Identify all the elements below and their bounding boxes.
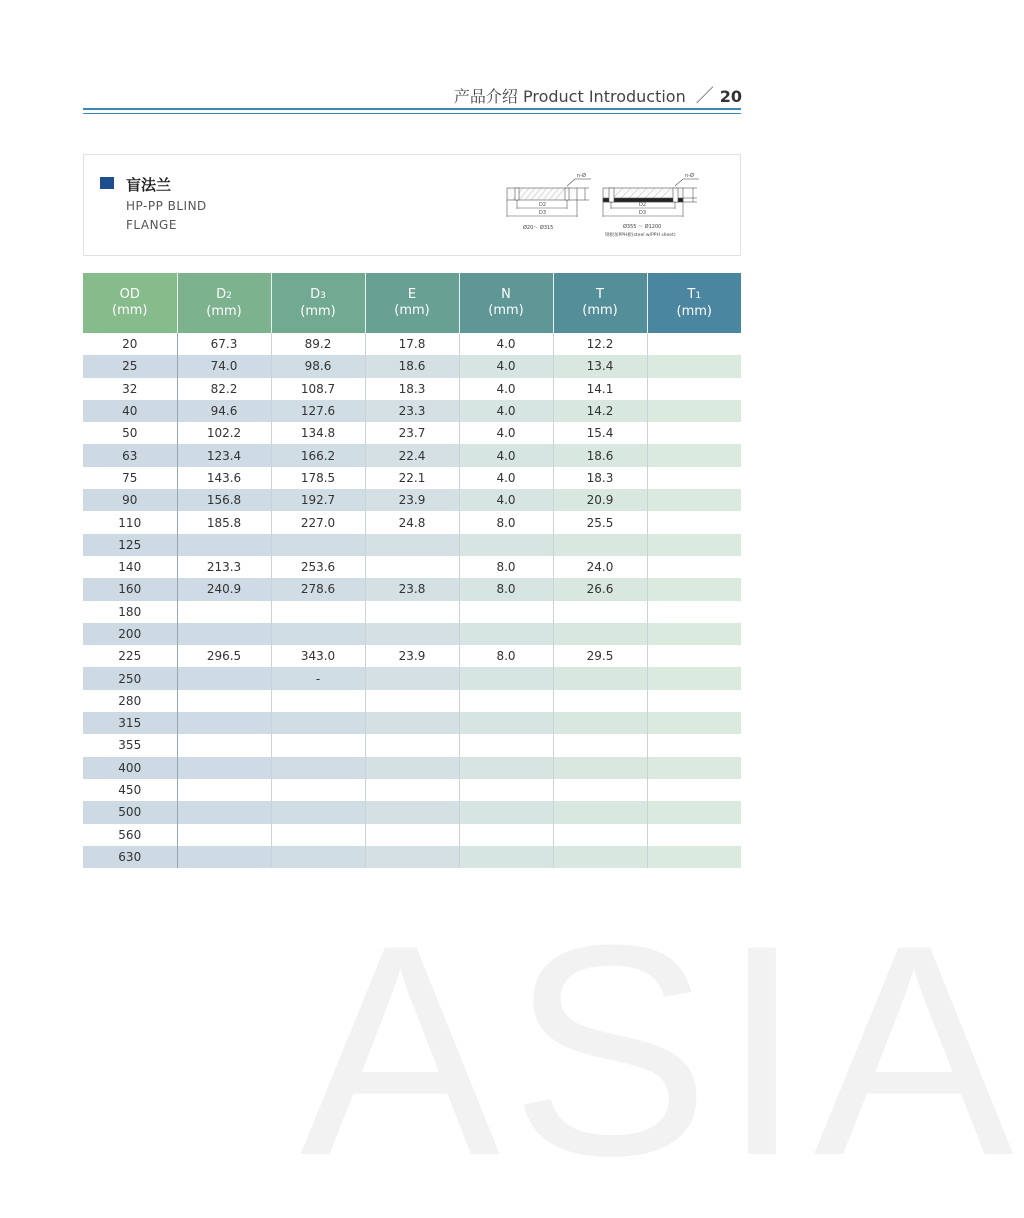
table-cell bbox=[365, 779, 459, 801]
table-cell bbox=[177, 667, 271, 689]
table-cell bbox=[271, 779, 365, 801]
table-cell: 63 bbox=[83, 444, 177, 466]
table-cell bbox=[459, 690, 553, 712]
table-cell bbox=[177, 712, 271, 734]
col-header-unit: (mm) bbox=[300, 303, 336, 319]
table-cell: 23.9 bbox=[365, 645, 459, 667]
table-row bbox=[83, 444, 741, 466]
table-row bbox=[83, 623, 741, 645]
table-cell: 102.2 bbox=[177, 422, 271, 444]
table-cell bbox=[647, 712, 741, 734]
col-header-name: D3 bbox=[310, 286, 326, 302]
table-cell: 50 bbox=[83, 422, 177, 444]
table-row bbox=[83, 734, 741, 756]
caption-left: Ø20～ Ø315 bbox=[523, 225, 554, 231]
table-cell: 213.3 bbox=[177, 556, 271, 578]
table-cell bbox=[459, 757, 553, 779]
table-row bbox=[83, 578, 741, 600]
table-cell: 67.3 bbox=[177, 333, 271, 355]
table-cell bbox=[365, 667, 459, 689]
table-cell bbox=[647, 378, 741, 400]
table-header-row bbox=[83, 273, 741, 333]
table-cell bbox=[553, 846, 647, 868]
table-cell: 15.4 bbox=[553, 422, 647, 444]
table-cell bbox=[365, 801, 459, 823]
table-cell: 18.3 bbox=[553, 467, 647, 489]
label-d2-left: D2 bbox=[539, 202, 547, 208]
table-cell bbox=[365, 556, 459, 578]
table-cell bbox=[459, 667, 553, 689]
table-cell: 343.0 bbox=[271, 645, 365, 667]
table-cell bbox=[647, 444, 741, 466]
table-cell: 4.0 bbox=[459, 333, 553, 355]
table-cell: 4.0 bbox=[459, 378, 553, 400]
table-cell: 17.8 bbox=[365, 333, 459, 355]
table-cell: 75 bbox=[83, 467, 177, 489]
table-cell bbox=[647, 734, 741, 756]
table-cell bbox=[365, 601, 459, 623]
table-cell bbox=[553, 824, 647, 846]
table-cell: 23.3 bbox=[365, 400, 459, 422]
table-cell: 74.0 bbox=[177, 355, 271, 377]
table-row bbox=[83, 556, 741, 578]
col-header-name: T1 bbox=[687, 286, 702, 302]
table-cell bbox=[647, 400, 741, 422]
col-header-unit: (mm) bbox=[394, 303, 430, 318]
table-cell: 253.6 bbox=[271, 556, 365, 578]
title-square-icon bbox=[100, 177, 114, 189]
table-row bbox=[83, 779, 741, 801]
table-cell bbox=[177, 623, 271, 645]
table-cell bbox=[553, 534, 647, 556]
table-cell bbox=[365, 846, 459, 868]
table-cell: 185.8 bbox=[177, 511, 271, 533]
table-cell bbox=[459, 734, 553, 756]
table-cell bbox=[365, 824, 459, 846]
table-cell: 280 bbox=[83, 690, 177, 712]
table-cell: 250 bbox=[83, 667, 177, 689]
table-cell: 23.9 bbox=[365, 489, 459, 511]
col-header-t1 bbox=[647, 273, 741, 333]
table-cell: 20.9 bbox=[553, 489, 647, 511]
col-header-d2 bbox=[177, 273, 271, 333]
product-title-box bbox=[83, 154, 741, 256]
table-cell bbox=[647, 578, 741, 600]
col-header-name: D2 bbox=[216, 286, 232, 302]
table-cell: 18.6 bbox=[365, 355, 459, 377]
table-cell: 94.6 bbox=[177, 400, 271, 422]
table-cell: 278.6 bbox=[271, 578, 365, 600]
table-cell bbox=[647, 824, 741, 846]
table-row bbox=[83, 355, 741, 377]
table-cell: 22.4 bbox=[365, 444, 459, 466]
table-cell bbox=[177, 534, 271, 556]
table-cell bbox=[647, 467, 741, 489]
table-cell: 156.8 bbox=[177, 489, 271, 511]
table-cell bbox=[553, 623, 647, 645]
table-cell: 560 bbox=[83, 824, 177, 846]
table-cell bbox=[177, 601, 271, 623]
product-name-en bbox=[126, 197, 207, 235]
table-row bbox=[83, 422, 741, 444]
table-cell bbox=[365, 757, 459, 779]
col-header-name: T bbox=[596, 287, 604, 302]
page-number: 20 bbox=[719, 87, 742, 106]
table-row bbox=[83, 601, 741, 623]
table-cell: 296.5 bbox=[177, 645, 271, 667]
table-cell bbox=[271, 690, 365, 712]
flange-technical-drawing bbox=[501, 165, 731, 249]
table-cell bbox=[553, 734, 647, 756]
label-n-left: n-Ø bbox=[577, 173, 586, 179]
table-cell: - bbox=[271, 667, 365, 689]
table-cell: 20 bbox=[83, 333, 177, 355]
table-row bbox=[83, 667, 741, 689]
page-header bbox=[454, 82, 742, 108]
table-cell bbox=[647, 801, 741, 823]
table-row bbox=[83, 712, 741, 734]
table-cell: 4.0 bbox=[459, 467, 553, 489]
table-cell bbox=[647, 779, 741, 801]
table-cell: 4.0 bbox=[459, 400, 553, 422]
table-cell: 225 bbox=[83, 645, 177, 667]
table-cell: 13.4 bbox=[553, 355, 647, 377]
table-cell: 22.1 bbox=[365, 467, 459, 489]
table-cell bbox=[553, 779, 647, 801]
table-cell: 450 bbox=[83, 779, 177, 801]
table-cell: 8.0 bbox=[459, 645, 553, 667]
table-cell: 89.2 bbox=[271, 333, 365, 355]
table-cell: 180 bbox=[83, 601, 177, 623]
col-header-name: OD bbox=[119, 287, 140, 302]
table-cell: 29.5 bbox=[553, 645, 647, 667]
table-cell: 500 bbox=[83, 801, 177, 823]
table-cell bbox=[647, 623, 741, 645]
table-cell bbox=[459, 846, 553, 868]
table-cell: 240.9 bbox=[177, 578, 271, 600]
small-flange-drawing bbox=[507, 179, 591, 217]
table-cell bbox=[271, 801, 365, 823]
col-header-unit: (mm) bbox=[112, 303, 148, 318]
spec-table bbox=[83, 273, 741, 868]
product-name-cn: 盲法兰 bbox=[126, 176, 172, 194]
table-cell bbox=[459, 779, 553, 801]
table-cell bbox=[177, 690, 271, 712]
table-cell bbox=[647, 667, 741, 689]
table-cell bbox=[177, 801, 271, 823]
table-cell: 8.0 bbox=[459, 511, 553, 533]
table-cell: 32 bbox=[83, 378, 177, 400]
table-cell bbox=[647, 757, 741, 779]
label-d3-right: D3 bbox=[639, 210, 647, 216]
table-cell: 40 bbox=[83, 400, 177, 422]
table-row bbox=[83, 400, 741, 422]
table-cell bbox=[271, 712, 365, 734]
header-rule-thin bbox=[83, 113, 741, 114]
table-cell: 18.3 bbox=[365, 378, 459, 400]
table-cell bbox=[553, 690, 647, 712]
product-name-en-line1: HP-PP BLIND bbox=[126, 199, 207, 213]
table-cell: 127.6 bbox=[271, 400, 365, 422]
col-header-unit: (mm) bbox=[488, 303, 524, 318]
table-row bbox=[83, 489, 741, 511]
header-title: 产品介绍 Product Introduction bbox=[453, 87, 686, 106]
caption-right-2: 钢板加PPH板(steel w/PPH sheet) bbox=[605, 233, 676, 238]
table-cell: 23.8 bbox=[365, 578, 459, 600]
label-d2-right: D2 bbox=[639, 202, 647, 208]
table-row bbox=[83, 757, 741, 779]
table-row bbox=[83, 333, 741, 355]
col-header-od bbox=[83, 273, 177, 333]
table-cell: 134.8 bbox=[271, 422, 365, 444]
table-cell bbox=[553, 712, 647, 734]
col-header-name: N bbox=[501, 287, 511, 302]
table-body bbox=[83, 333, 741, 868]
table-cell bbox=[647, 846, 741, 868]
table-cell bbox=[647, 511, 741, 533]
table-cell: 400 bbox=[83, 757, 177, 779]
table-cell: 25 bbox=[83, 355, 177, 377]
label-n-right: n-Ø bbox=[685, 173, 694, 179]
table-cell bbox=[271, 534, 365, 556]
table-cell: 18.6 bbox=[553, 444, 647, 466]
table-row bbox=[83, 801, 741, 823]
table-cell: 143.6 bbox=[177, 467, 271, 489]
table-cell: 90 bbox=[83, 489, 177, 511]
table-cell: 25.5 bbox=[553, 511, 647, 533]
table-cell bbox=[365, 534, 459, 556]
table-cell bbox=[459, 801, 553, 823]
table-cell bbox=[647, 489, 741, 511]
table-cell bbox=[647, 534, 741, 556]
table-row bbox=[83, 378, 741, 400]
table-cell: 24.0 bbox=[553, 556, 647, 578]
table-cell: 227.0 bbox=[271, 511, 365, 533]
table-row bbox=[83, 645, 741, 667]
col-header-unit: (mm) bbox=[206, 303, 242, 319]
table-cell bbox=[459, 534, 553, 556]
table-cell bbox=[647, 601, 741, 623]
table-cell: 12.2 bbox=[553, 333, 647, 355]
col-header-unit: (mm) bbox=[676, 303, 712, 319]
table-cell bbox=[177, 779, 271, 801]
table-cell: 14.2 bbox=[553, 400, 647, 422]
table-cell bbox=[177, 824, 271, 846]
col-header-d3 bbox=[271, 273, 365, 333]
table-cell bbox=[365, 690, 459, 712]
table-cell: 160 bbox=[83, 578, 177, 600]
table-cell: 4.0 bbox=[459, 489, 553, 511]
table-cell bbox=[553, 601, 647, 623]
table-cell bbox=[553, 801, 647, 823]
table-cell: 4.0 bbox=[459, 422, 553, 444]
table-cell: 315 bbox=[83, 712, 177, 734]
table-cell bbox=[271, 623, 365, 645]
table-cell bbox=[177, 846, 271, 868]
table-cell: 4.0 bbox=[459, 444, 553, 466]
table-cell: 630 bbox=[83, 846, 177, 868]
table-cell bbox=[177, 757, 271, 779]
table-cell bbox=[647, 355, 741, 377]
table-cell bbox=[647, 690, 741, 712]
table-row bbox=[83, 534, 741, 556]
table-cell: 8.0 bbox=[459, 556, 553, 578]
table-cell: 110 bbox=[83, 511, 177, 533]
table-cell bbox=[459, 601, 553, 623]
table-cell bbox=[365, 712, 459, 734]
table-cell bbox=[271, 824, 365, 846]
table-cell: 8.0 bbox=[459, 578, 553, 600]
table-cell bbox=[365, 623, 459, 645]
table-cell: 140 bbox=[83, 556, 177, 578]
table-cell bbox=[365, 734, 459, 756]
table-cell: 14.1 bbox=[553, 378, 647, 400]
table-cell bbox=[271, 846, 365, 868]
table-cell bbox=[647, 333, 741, 355]
table-cell: 24.8 bbox=[365, 511, 459, 533]
table-row bbox=[83, 511, 741, 533]
table-cell bbox=[177, 734, 271, 756]
watermark: ASIA bbox=[300, 882, 1024, 1218]
table-cell bbox=[647, 556, 741, 578]
table-cell bbox=[647, 645, 741, 667]
table-cell: 123.4 bbox=[177, 444, 271, 466]
table-cell: 125 bbox=[83, 534, 177, 556]
label-d3-left: D3 bbox=[539, 210, 547, 216]
col-header-unit: (mm) bbox=[582, 303, 618, 318]
table-cell bbox=[553, 757, 647, 779]
table-cell: 23.7 bbox=[365, 422, 459, 444]
table-row bbox=[83, 846, 741, 868]
caption-right-1: Ø355 ～ Ø1200 bbox=[623, 224, 662, 230]
table-cell: 178.5 bbox=[271, 467, 365, 489]
table-cell: 82.2 bbox=[177, 378, 271, 400]
table-cell bbox=[271, 601, 365, 623]
header-rule-thick bbox=[83, 108, 741, 110]
table-cell bbox=[459, 824, 553, 846]
col-header-e bbox=[365, 273, 459, 333]
large-flange-drawing bbox=[603, 179, 699, 217]
table-cell: 108.7 bbox=[271, 378, 365, 400]
table-cell bbox=[271, 757, 365, 779]
table-cell: 192.7 bbox=[271, 489, 365, 511]
col-header-name: E bbox=[407, 287, 417, 302]
product-name-en-line2: FLANGE bbox=[126, 218, 177, 232]
table-row bbox=[83, 690, 741, 712]
table-cell: 355 bbox=[83, 734, 177, 756]
table-cell: 200 bbox=[83, 623, 177, 645]
table-cell: 98.6 bbox=[271, 355, 365, 377]
slash-divider: ／ bbox=[695, 86, 714, 107]
table-cell bbox=[553, 667, 647, 689]
col-header-n bbox=[459, 273, 553, 333]
table-cell: 26.6 bbox=[553, 578, 647, 600]
table-cell bbox=[271, 734, 365, 756]
table-cell: 4.0 bbox=[459, 355, 553, 377]
table-cell bbox=[459, 712, 553, 734]
col-header-t bbox=[553, 273, 647, 333]
table-row bbox=[83, 824, 741, 846]
table-cell bbox=[647, 422, 741, 444]
table-row bbox=[83, 467, 741, 489]
table-cell: 166.2 bbox=[271, 444, 365, 466]
table-cell bbox=[459, 623, 553, 645]
